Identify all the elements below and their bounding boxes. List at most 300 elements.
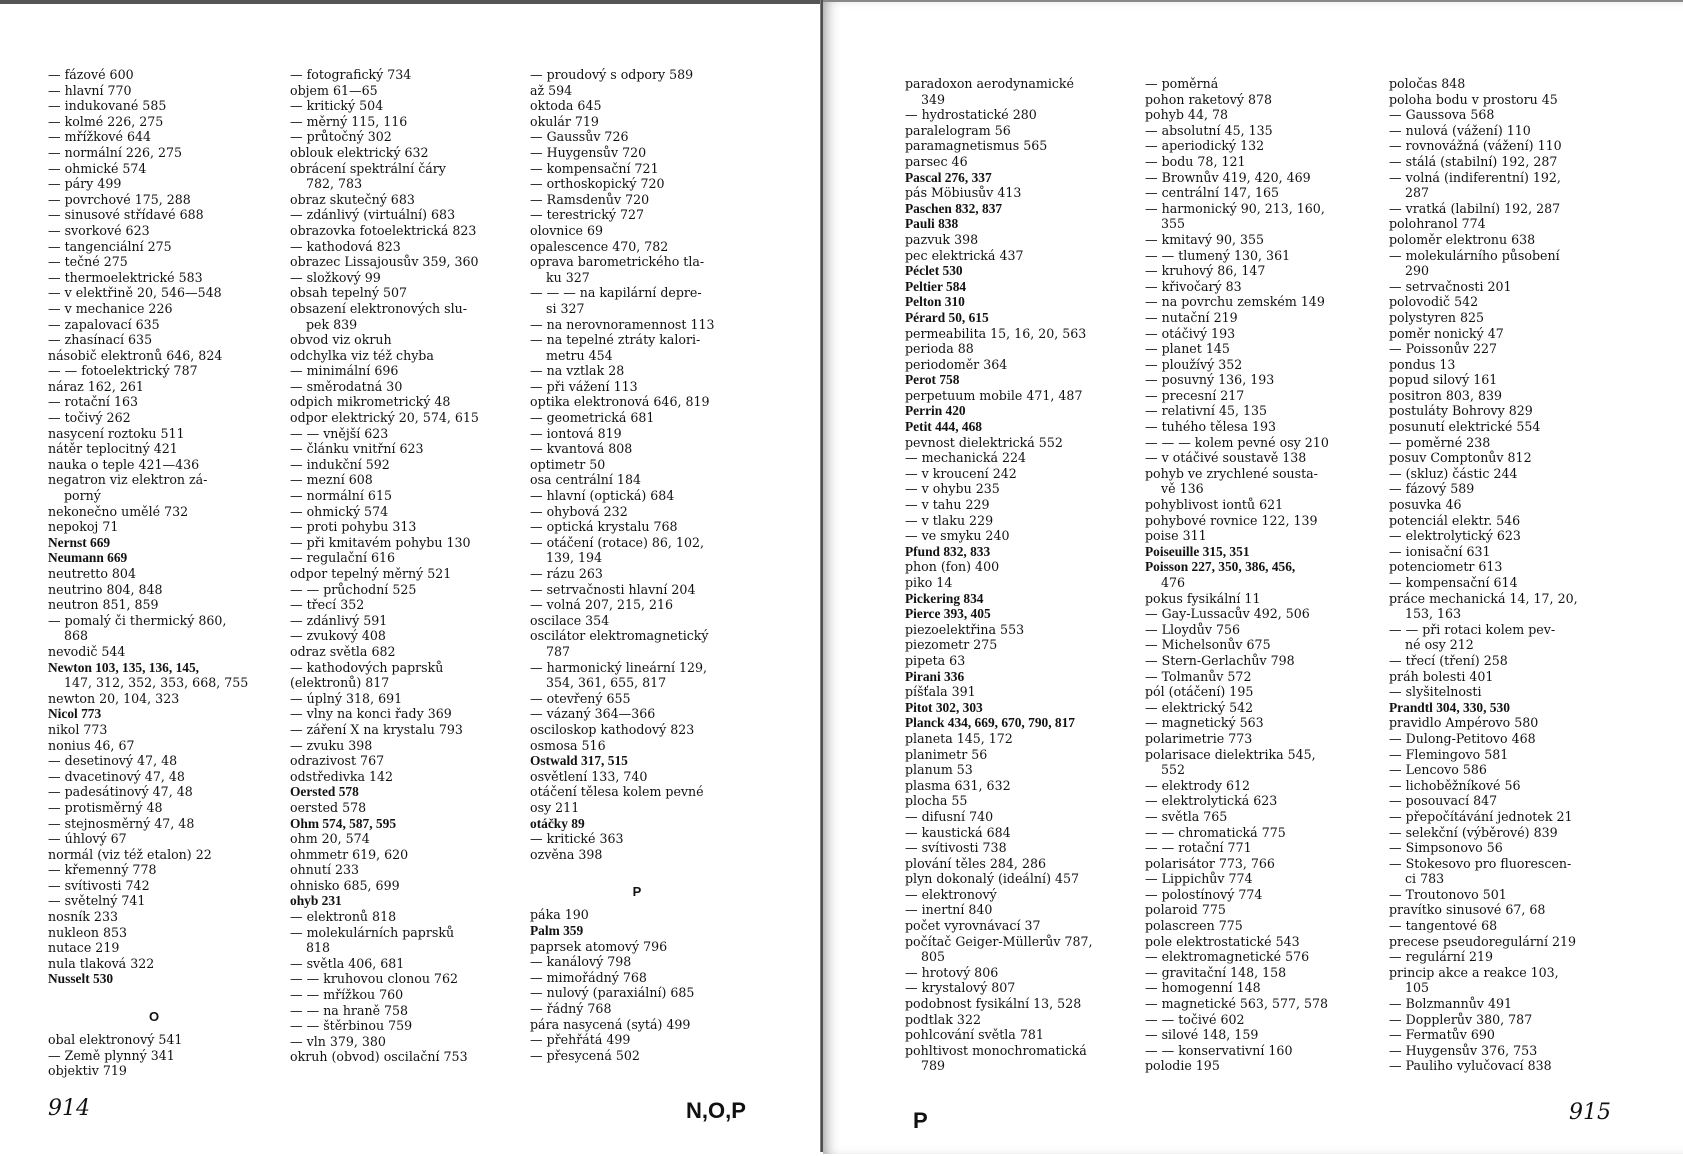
index-entry: — Tolmanův 572: [1145, 668, 1252, 684]
index-entry: — posouvací 847: [1389, 793, 1498, 809]
index-entry: Pfund 832, 833: [905, 543, 991, 559]
index-entry: osa centrální 184: [530, 472, 641, 488]
index-entry: Pitot 302, 303: [905, 699, 983, 715]
index-entry: oscilace 354: [530, 612, 610, 628]
index-entry: — bodu 78, 121: [1145, 153, 1246, 169]
index-entry: 782, 783: [306, 176, 363, 192]
index-entry: — rotační 163: [48, 394, 139, 410]
index-entry: — padesátinový 47, 48: [48, 784, 193, 800]
index-entry: — fázové 600: [48, 67, 134, 82]
page-number: 915: [1569, 1100, 1611, 1125]
index-entry: píšťala 391: [905, 684, 976, 700]
index-entry: — Fermatův 690: [1389, 1027, 1495, 1043]
index-entry: normál (viz též etalon) 22: [48, 846, 212, 862]
index-entry: 105: [1405, 980, 1430, 996]
index-entry: odpor elektrický 20, 574, 615: [290, 410, 479, 426]
index-entry: poloha bodu v prostoru 45: [1389, 91, 1558, 107]
index-entry: — Huygensův 720: [530, 144, 647, 160]
index-entry: — proudový s odpory 589: [530, 67, 694, 82]
index-entry: — indukované 585: [48, 98, 167, 114]
index-entry: parsec 46: [905, 153, 968, 169]
index-entry: olovnice 69: [530, 222, 603, 238]
index-entry: — mřížkové 644: [48, 129, 152, 145]
index-entry: — Gaussova 568: [1389, 107, 1495, 123]
index-entry: — svorkové 623: [48, 222, 150, 238]
index-entry: neutrino 804, 848: [48, 581, 163, 597]
index-entry: — ohmické 574: [48, 160, 147, 176]
index-entry: obal elektronový 541: [48, 1032, 183, 1048]
index-entry: né osy 212: [1405, 637, 1474, 653]
index-entry: — v elektřině 20, 546—548: [48, 285, 222, 301]
index-entry: Perrin 420: [905, 403, 966, 419]
index-entry: polascreen 775: [1145, 918, 1243, 934]
index-entry: — úplný 318, 691: [290, 690, 403, 706]
index-entry: posuvka 46: [1389, 497, 1462, 513]
index-entry: — absolutní 45, 135: [1145, 122, 1273, 138]
index-entry: paramagnetismus 565: [905, 138, 1048, 154]
index-entry: páka 190: [530, 907, 589, 923]
index-entry: polarisátor 773, 766: [1145, 855, 1275, 871]
index-entry: pohyb 44, 78: [1145, 107, 1228, 123]
index-entry: — planet 145: [1145, 341, 1230, 357]
index-entry: — magnetický 563: [1145, 715, 1264, 731]
index-entry: — zvuku 398: [290, 737, 373, 753]
index-entry: — Pauliho vylučovací 838: [1389, 1058, 1552, 1074]
index-entry: — magnetické 563, 577, 578: [1145, 996, 1329, 1012]
index-entry: — gravitační 148, 158: [1145, 964, 1287, 980]
index-entry: — aperiodický 132: [1145, 138, 1265, 154]
index-entry: — — mřížkou 760: [290, 987, 404, 1003]
index-entry: — složkový 99: [290, 269, 381, 285]
index-entry: — tuhého tělesa 193: [1145, 419, 1277, 435]
index-entry: planeta 145, 172: [905, 730, 1013, 746]
index-entry: — přehřátá 499: [530, 1032, 631, 1048]
index-entry: — kritický 504: [290, 98, 384, 114]
index-entry: — povrchové 175, 288: [48, 191, 191, 207]
index-entry: otáčky 89: [530, 815, 585, 831]
index-entry: Pauli 838: [905, 216, 959, 232]
running-head: N,O,P: [686, 1098, 746, 1123]
index-entry: — elektrolytický 623: [1389, 528, 1521, 544]
index-entry: ohm 20, 574: [290, 831, 370, 847]
index-entry: 552: [1161, 762, 1186, 778]
index-entry: — na vztlak 28: [530, 363, 625, 379]
index-entry: — ionisační 631: [1389, 543, 1491, 559]
index-entry: — na povrchu zemském 149: [1145, 294, 1325, 310]
index-entry: — otáčivý 193: [1145, 325, 1236, 341]
index-entry: — mimořádný 768: [530, 969, 647, 985]
index-entry: — — na hraně 758: [290, 1002, 409, 1018]
index-entry: vě 136: [1161, 481, 1204, 497]
index-entry: pipeta 63: [905, 652, 966, 668]
index-entry: polystyren 825: [1389, 309, 1485, 325]
index-entry: — kompensační 721: [530, 160, 659, 176]
index-entry: — harmonický 90, 213, 160,: [1145, 200, 1325, 216]
index-entry: — záření X na krystalu 793: [290, 721, 463, 737]
index-entry: pazvuk 398: [905, 231, 979, 247]
index-entry: 789: [921, 1058, 946, 1074]
index-entry: — zapalovací 635: [48, 316, 160, 332]
index-entry: princip akce a reakce 103,: [1389, 964, 1559, 980]
index-entry: — selekční (výběrové) 839: [1389, 824, 1558, 840]
index-entry: ci 783: [1405, 871, 1445, 887]
index-entry: — hrotový 806: [905, 964, 999, 980]
index-entry: Poiseuille 315, 351: [1145, 543, 1250, 559]
left-page: [0, 0, 823, 1156]
index-entry: plování těles 284, 286: [905, 855, 1046, 871]
index-entry: — svítivosti 738: [905, 840, 1007, 856]
index-entry: plasma 631, 632: [905, 777, 1011, 793]
index-entry: — — průchodní 525: [290, 581, 417, 597]
index-entry: — volná 207, 215, 216: [530, 597, 674, 613]
index-entry: — kmitavý 90, 355: [1145, 231, 1265, 247]
index-entry: okruh (obvod) oscilační 753: [290, 1049, 468, 1065]
index-entry: — tečné 275: [48, 254, 128, 270]
index-entry: pohybové rovnice 122, 139: [1145, 512, 1318, 528]
index-entry: pec elektrická 437: [905, 247, 1024, 263]
index-entry: — tangentové 68: [1389, 918, 1498, 934]
index-entry: — silové 148, 159: [1145, 1027, 1259, 1043]
index-entry: — nutační 219: [1145, 309, 1238, 325]
index-entry: — poměrné 238: [1389, 434, 1491, 450]
index-entry: — Michelsonův 675: [1145, 637, 1271, 653]
index-entry: positron 803, 839: [1389, 387, 1502, 403]
index-entry: — rázu 263: [530, 566, 603, 581]
index-entry: osvětlení 133, 740: [530, 768, 648, 784]
index-entry: — v ohybu 235: [905, 481, 1000, 497]
index-entry: — na nerovnoramennost 113: [530, 316, 715, 332]
index-column-2: [290, 67, 502, 1065]
index-entry: — směrodatná 30: [290, 378, 403, 394]
index-entry: nula tlaková 322: [48, 955, 155, 971]
index-entry: obsazení elektronových slu-: [290, 300, 468, 316]
index-entry: obrazovka fotoelektrická 823: [290, 222, 477, 238]
index-entry: náraz 162, 261: [48, 378, 144, 394]
index-entry: pohyb ve zrychlené sousta-: [1145, 465, 1318, 481]
index-entry: — Flemingovo 581: [1389, 746, 1509, 762]
index-entry: — elektrický 542: [1145, 699, 1254, 715]
index-entry: nukleon 853: [48, 924, 128, 940]
index-entry: — v tlaku 229: [905, 512, 994, 528]
index-entry: nauka o teple 421—436: [48, 456, 200, 472]
index-entry: oersted 578: [290, 799, 367, 815]
spacer: [48, 987, 260, 1003]
index-entry: pohltivost monochromatická: [905, 1042, 1087, 1058]
index-entry: — Dopplerův 380, 787: [1389, 1011, 1533, 1027]
index-entry: nepokoj 71: [48, 519, 119, 535]
index-entry: 139, 194: [546, 550, 603, 566]
index-entry: — kolmé 226, 275: [48, 113, 164, 129]
index-entry: 787: [546, 643, 571, 659]
index-entry: phon (fon) 400: [905, 559, 1000, 575]
spacer: [530, 862, 744, 878]
index-entry: — stálá (stabilní) 192, 287: [1389, 153, 1558, 169]
index-entry: — Poissonův 227: [1389, 341, 1498, 357]
index-entry: — Dulong-Petitovo 468: [1389, 730, 1536, 746]
index-entry: Perot 758: [905, 372, 960, 388]
index-entry: — — štěrbinou 759: [290, 1018, 413, 1034]
index-entry: — terestrický 727: [530, 207, 644, 223]
index-entry: — slyšitelnosti: [1389, 684, 1482, 700]
index-entry: poloměr elektronu 638: [1389, 231, 1536, 247]
index-entry: — fotografický 734: [290, 67, 412, 82]
index-column-1: [905, 76, 1130, 1074]
index-entry: — točivý 262: [48, 410, 131, 426]
index-entry: porný: [64, 488, 101, 504]
index-entry: nekonečno umělé 732: [48, 503, 189, 519]
index-entry: — vratká (labilní) 192, 287: [1389, 200, 1561, 216]
index-entry: — regulační 616: [290, 550, 396, 566]
index-entry: — vlny na konci řady 369: [290, 706, 452, 722]
index-entry: nasycení roztoku 511: [48, 425, 185, 441]
index-entry: — ve smyku 240: [905, 528, 1010, 544]
index-entry: — mezní 608: [290, 472, 373, 488]
right-page: [823, 0, 1683, 1154]
index-entry: 349: [921, 91, 946, 107]
index-entry: permeabilita 15, 16, 20, 563: [905, 325, 1087, 341]
index-entry: pohlcování světla 781: [905, 1027, 1044, 1043]
index-entry: optimetr 50: [530, 456, 606, 472]
index-entry: optika elektronová 646, 819: [530, 394, 710, 410]
index-entry: 355: [1161, 216, 1186, 232]
index-entry: — geometrická 681: [530, 410, 655, 426]
section-letter: O: [148, 1008, 160, 1024]
index-entry: až 594: [530, 82, 573, 98]
index-entry: 147, 312, 352, 353, 668, 755: [64, 675, 249, 691]
index-entry: — křemenný 778: [48, 862, 157, 878]
index-entry: — relativní 45, 135: [1145, 403, 1268, 419]
index-entry: — krystalový 807: [905, 980, 1016, 996]
index-entry: nevodič 544: [48, 643, 126, 659]
index-entry: — přepočítávání jednotek 21: [1389, 808, 1573, 824]
index-entry: — normální 615: [290, 488, 392, 504]
index-entry: — kvantová 808: [530, 441, 633, 457]
index-entry: — orthoskopický 720: [530, 176, 665, 192]
index-entry: — volná (indiferentní) 192,: [1389, 169, 1561, 185]
index-entry: — Lippichův 774: [1145, 871, 1253, 887]
index-entry: polarisace dielektrika 545,: [1145, 746, 1316, 762]
index-entry: — Gay-Lussacův 492, 506: [1145, 606, 1310, 622]
index-column-3: [1389, 76, 1621, 1074]
index-entry: — — konservativní 160: [1145, 1042, 1293, 1058]
index-entry: negatron viz elektron zá-: [48, 472, 208, 488]
index-entry: — Ramsdenův 720: [530, 191, 650, 207]
index-entry: polaroid 775: [1145, 902, 1226, 918]
index-entry: — elektronový: [905, 886, 997, 902]
index-entry: — třecí 352: [290, 597, 365, 613]
index-entry: obsah tepelný 507: [290, 285, 408, 301]
index-entry: pondus 13: [1389, 356, 1456, 372]
index-entry: odpor tepelný měrný 521: [290, 566, 452, 581]
index-entry: — úhlový 67: [48, 831, 127, 847]
index-entry: — ohmický 574: [290, 503, 389, 519]
index-entry: pravítko sinusové 67, 68: [1389, 902, 1546, 918]
index-entry: — lichoběžníkové 56: [1389, 777, 1521, 793]
index-entry: Péclet 530: [905, 263, 963, 279]
index-entry: — nulová (vážení) 110: [1389, 122, 1531, 138]
index-entry: Ostwald 317, 515: [530, 753, 628, 769]
index-entry: — stejnosměrný 47, 48: [48, 815, 195, 831]
index-entry: pohyblivost iontů 621: [1145, 497, 1284, 513]
index-entry: — kanálový 798: [530, 954, 632, 970]
index-entry: — Simpsonovo 56: [1389, 840, 1503, 856]
index-entry: — mechanická 224: [905, 450, 1027, 466]
index-entry: — elektromagnetické 576: [1145, 949, 1310, 965]
index-entry: newton 20, 104, 323: [48, 690, 180, 706]
index-entry: — zdánlivý (virtuální) 683: [290, 207, 456, 223]
index-entry: Petit 444, 468: [905, 419, 982, 435]
index-entry: obvod viz okruh: [290, 332, 392, 348]
index-entry: práh bolesti 401: [1389, 668, 1494, 684]
index-entry: — světelný 741: [48, 893, 146, 909]
index-entry: — článku vnitřní 623: [290, 441, 424, 457]
index-entry: polovodič 542: [1389, 294, 1479, 310]
index-entry: piko 14: [905, 575, 953, 590]
index-entry: — — chromatická 775: [1145, 824, 1286, 840]
index-entry: odrazivost 767: [290, 753, 385, 769]
index-entry: 290: [1405, 263, 1430, 279]
index-entry: — posuvný 136, 193: [1145, 372, 1275, 388]
index-entry: — Troutonovo 501: [1389, 886, 1507, 902]
index-entry: obraz skutečný 683: [290, 191, 415, 207]
index-entry: postuláty Bohrovy 829: [1389, 403, 1533, 419]
index-entry: — inertní 840: [905, 902, 993, 918]
index-entry: — — — na kapilární depre-: [530, 285, 702, 301]
index-entry: (elektronů) 817: [290, 675, 390, 691]
index-entry: podtlak 322: [905, 1011, 981, 1027]
index-entry: Prandtl 304, 330, 530: [1389, 699, 1510, 715]
index-entry: Pelton 310: [905, 294, 965, 310]
index-entry: — kathodová 823: [290, 238, 401, 254]
index-entry: nonius 46, 67: [48, 737, 135, 753]
index-entry: polarimetrie 773: [1145, 730, 1253, 746]
index-entry: odstředivka 142: [290, 768, 394, 784]
index-entry: — v kroucení 242: [905, 465, 1017, 481]
index-column-3: [530, 67, 744, 1063]
index-entry: 805: [921, 949, 946, 965]
index-entry: — měrný 115, 116: [290, 113, 408, 129]
index-entry: — normální 226, 275: [48, 144, 183, 160]
index-entry: — elektronů 818: [290, 909, 397, 925]
index-entry: — rovnovážná (vážení) 110: [1389, 138, 1562, 154]
index-entry: Paschen 832, 837: [905, 200, 1003, 216]
index-entry: Peltier 584: [905, 278, 967, 294]
index-entry: — světla 406, 681: [290, 955, 405, 971]
index-entry: — tangenciální 275: [48, 238, 172, 254]
index-entry: — kompensační 614: [1389, 575, 1518, 590]
index-entry: — thermoelektrické 583: [48, 269, 203, 285]
index-entry: periodoměr 364: [905, 356, 1008, 372]
index-entry: — dvacetinový 47, 48: [48, 768, 185, 784]
index-entry: neutron 851, 859: [48, 597, 159, 613]
index-entry: metru 454: [546, 347, 613, 363]
index-entry: — v otáčivé soustavě 138: [1145, 450, 1307, 466]
running-head: P: [913, 1108, 928, 1133]
index-entry: — elektrolytická 623: [1145, 793, 1278, 809]
index-entry: pokus fysikální 11: [1145, 590, 1261, 606]
index-entry: — svítivosti 742: [48, 877, 150, 893]
index-entry: Neumann 669: [48, 550, 128, 566]
index-entry: osciloskop kathodový 823: [530, 721, 695, 737]
index-entry: — v tahu 229: [905, 497, 990, 513]
index-entry: osmosa 516: [530, 737, 606, 753]
index-entry: popud silový 161: [1389, 372, 1498, 388]
index-entry: Poisson 227, 350, 386, 456,: [1145, 559, 1296, 575]
index-entry: — křivočarý 83: [1145, 278, 1242, 294]
index-entry: — polostínový 774: [1145, 886, 1263, 902]
index-entry: — ploužívý 352: [1145, 356, 1243, 372]
index-entry: pravidlo Ampérovo 580: [1389, 715, 1539, 731]
index-entry: — fázový 589: [1389, 481, 1475, 497]
index-entry: práce mechanická 14, 17, 20,: [1389, 590, 1578, 606]
index-entry: Pierce 393, 405: [905, 606, 991, 622]
index-entry: pek 839: [306, 316, 358, 332]
index-entry: — otáčení (rotace) 86, 102,: [530, 534, 704, 550]
index-entry: obrazec Lissajousův 359, 360: [290, 254, 479, 270]
index-entry: plyn dokonalý (ideální) 457: [905, 871, 1080, 887]
index-entry: pás Möbiusův 413: [905, 185, 1022, 201]
index-entry: potenciometr 613: [1389, 559, 1503, 575]
index-entry: počítač Geiger-Müllerův 787,: [905, 933, 1093, 949]
index-entry: posunutí elektrické 554: [1389, 419, 1541, 435]
index-entry: poise 311: [1145, 528, 1207, 544]
index-entry: — pomalý či thermický 860,: [48, 612, 227, 628]
index-entry: — Brownův 419, 420, 469: [1145, 169, 1311, 185]
index-entry: 818: [306, 940, 331, 956]
index-entry: — molekulárních paprsků: [290, 924, 455, 940]
index-entry: — Lloydův 756: [1145, 621, 1241, 637]
index-entry: oblouk elektrický 632: [290, 144, 429, 160]
index-entry: — ohybová 232: [530, 503, 628, 519]
index-entry: Pérard 50, 615: [905, 309, 989, 325]
index-entry: poločas 848: [1389, 76, 1466, 91]
index-entry: Pickering 834: [905, 590, 984, 606]
index-entry: potenciál elektr. 546: [1389, 512, 1521, 528]
index-entry: odpich mikrometrický 48: [290, 394, 451, 410]
index-entry: neutretto 804: [48, 566, 136, 581]
index-entry: počet vyrovnávací 37: [905, 918, 1041, 934]
index-entry: nosník 233: [48, 909, 118, 925]
index-entry: pevnost dielektrická 552: [905, 434, 1063, 450]
index-entry: — přesycená 502: [530, 1047, 640, 1063]
index-entry: nutace 219: [48, 940, 120, 956]
index-entry: 153, 163: [1405, 606, 1462, 622]
index-entry: — vázaný 364—366: [530, 706, 656, 722]
index-entry: nikol 773: [48, 721, 108, 737]
index-entry: — poměrná: [1145, 76, 1219, 91]
index-entry: — — tlumený 130, 361: [1145, 247, 1291, 263]
index-entry: — precesní 217: [1145, 387, 1245, 403]
index-entry: planimetr 56: [905, 746, 988, 762]
index-entry: — páry 499: [48, 176, 122, 192]
index-entry: — molekulárního působení: [1389, 247, 1560, 263]
index-entry: — kruhový 86, 147: [1145, 263, 1266, 279]
index-entry: odraz světla 682: [290, 643, 396, 659]
index-entry: — — kruhovou clonou 762: [290, 971, 458, 987]
index-entry: — hydrostatické 280: [905, 107, 1037, 123]
index-entry: — zhasínací 635: [48, 332, 153, 348]
index-entry: odchylka viz též chyba: [290, 347, 434, 363]
index-entry: oscilátor elektromagnetický: [530, 628, 709, 644]
index-entry: si 327: [546, 300, 585, 316]
index-entry: — vln 379, 380: [290, 1033, 386, 1049]
index-entry: — difusní 740: [905, 808, 994, 824]
index-column-1: [48, 67, 260, 1079]
index-entry: — — točivé 602: [1145, 1011, 1245, 1027]
index-entry: Ohm 574, 587, 595: [290, 815, 397, 831]
index-entry: posuv Comptonův 812: [1389, 450, 1532, 466]
index-entry: pohon raketový 878: [1145, 91, 1272, 107]
